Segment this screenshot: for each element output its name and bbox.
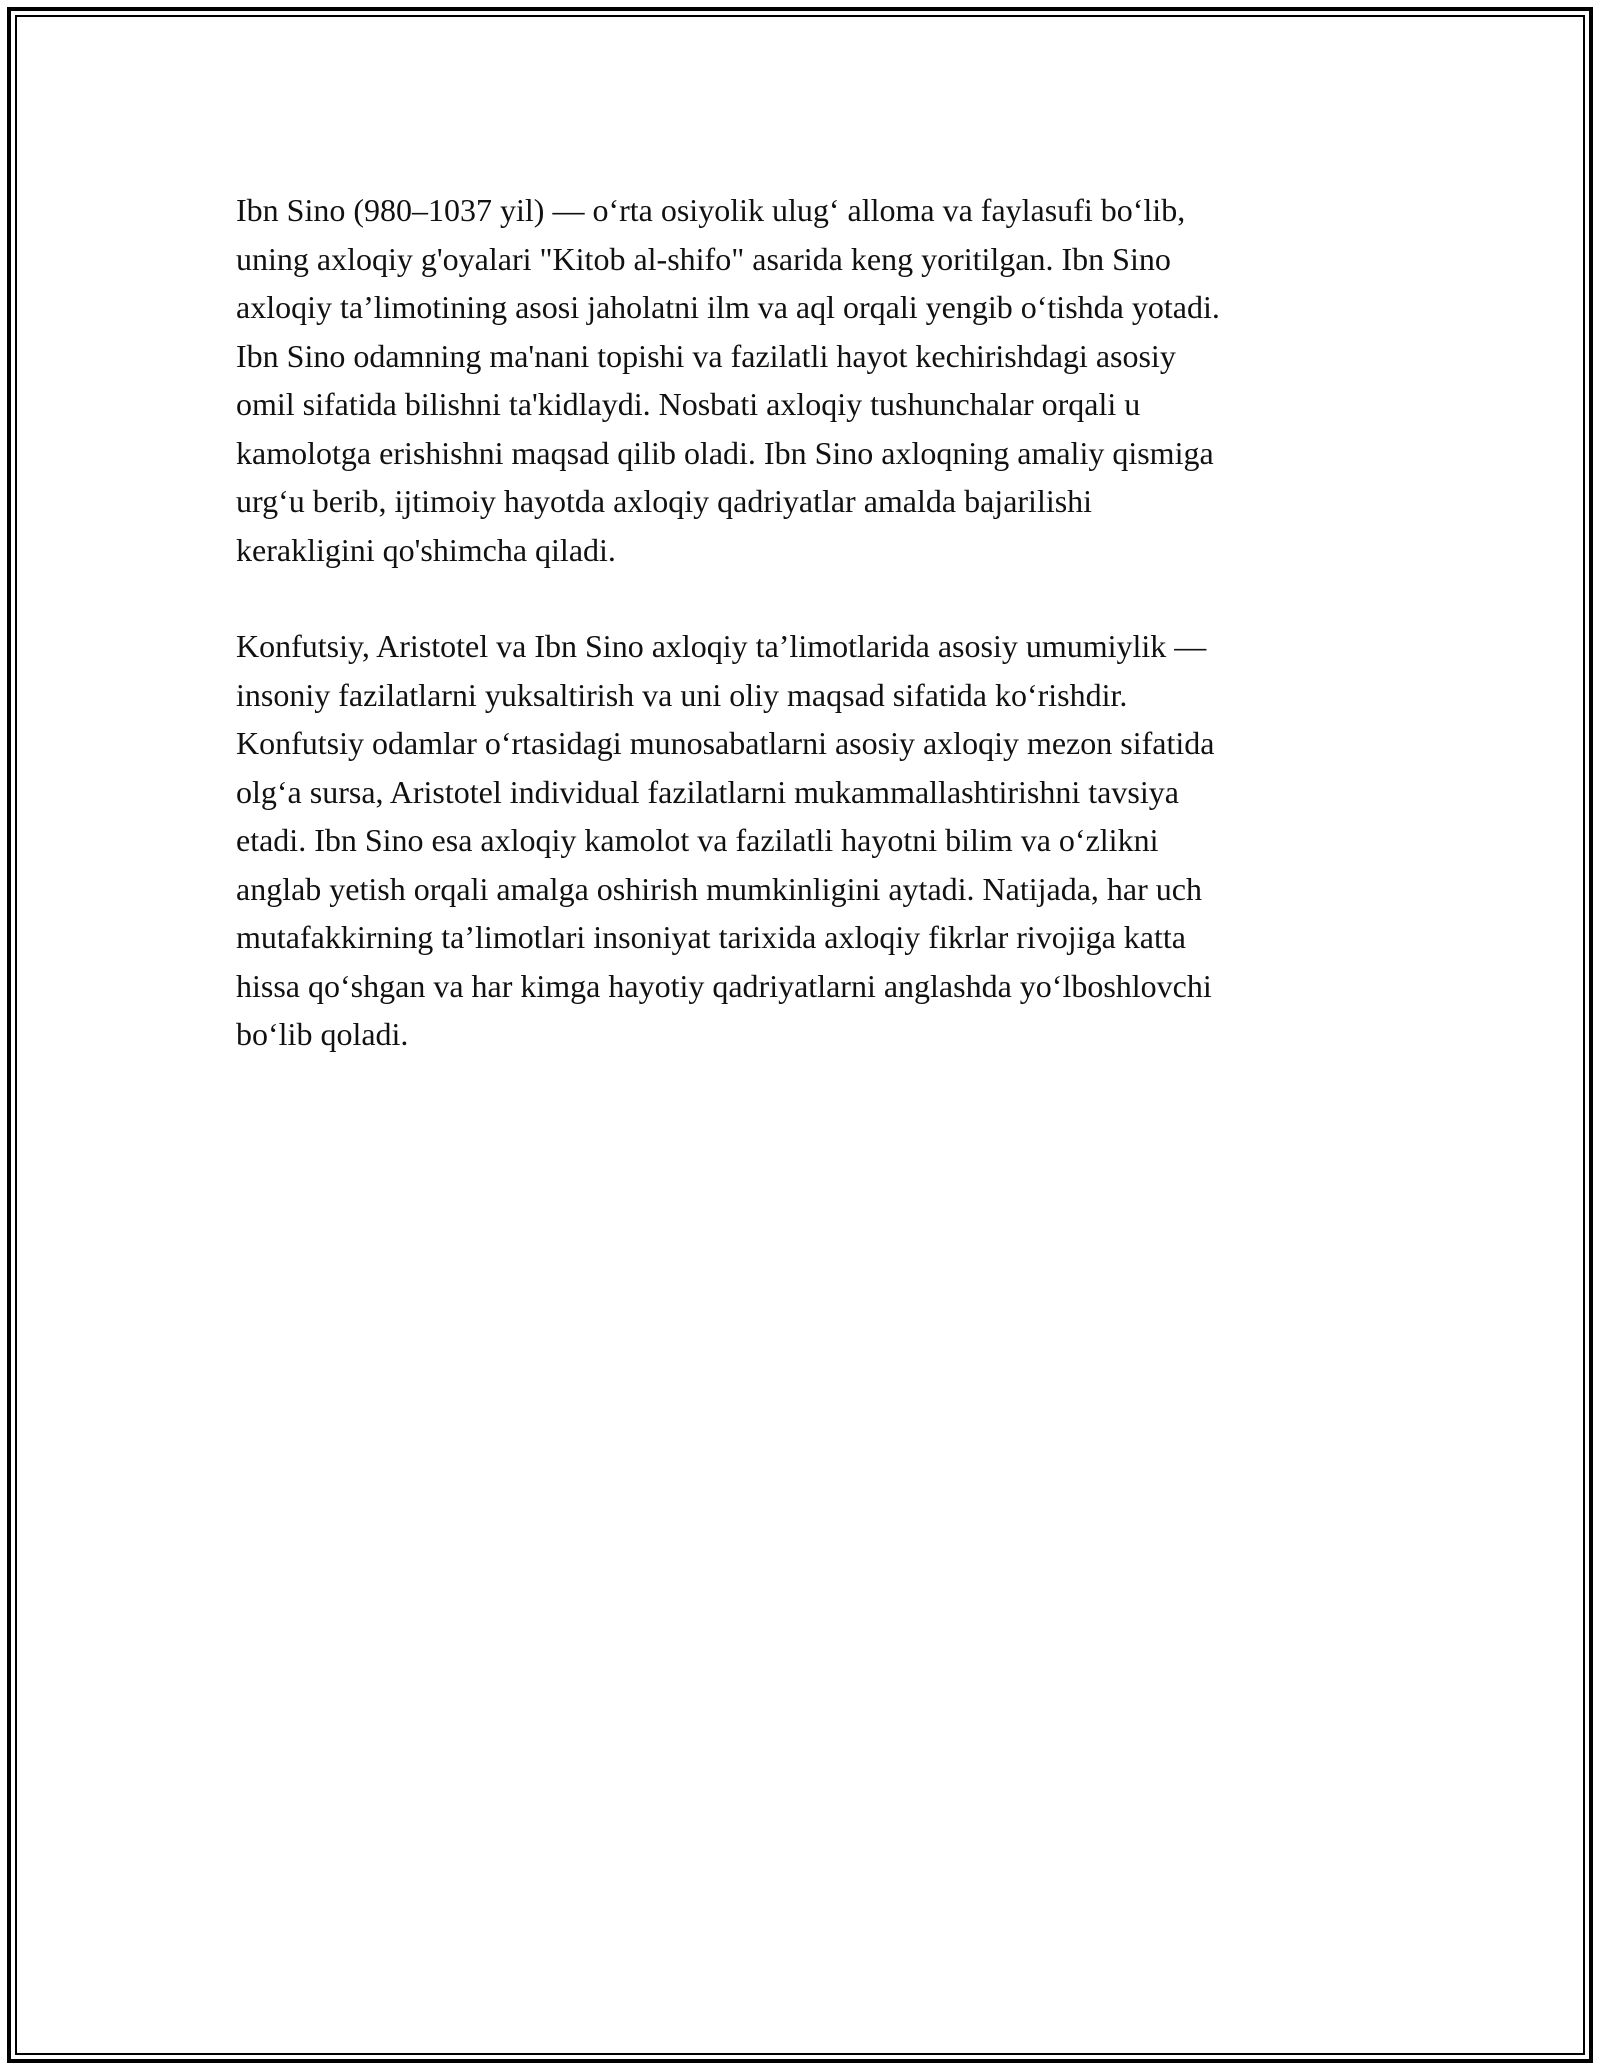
text-line: kerakligini qo'shimcha qiladi. [236, 531, 616, 568]
paragraph-ibn-sino [236, 186, 1376, 574]
text-line: insoniy fazilatlarni yuksaltirish va uni oliy maqsad sifatida ko‘rishdir. [236, 676, 1128, 713]
text-line: Ibn Sino odamning ma'nani topishi va fazilatli hayot kechirishdagi asosiy [236, 337, 1176, 374]
text-line: Ibn Sino (980–1037 yil) — o‘rta osiyolik ulug‘ alloma va faylasufi bo‘lib, [236, 192, 1186, 228]
text-line: Konfutsiy, Aristotel va Ibn Sino axloqiy ta’limotlarida asosiy umumiylik — [236, 628, 1207, 664]
text-line: anglab yetish orqali amalga oshirish mumkinligini aytadi. Natijada, har uch [236, 870, 1202, 907]
text-line: omil sifatida bilishni ta'kidlaydi. Nosbati axloqiy tushunchalar orqali u [236, 386, 1141, 422]
text-line: kamolotga erishishni maqsad qilib oladi. Ibn Sino axloqning amaliy qismiga [236, 434, 1214, 471]
text-line: etadi. Ibn Sino esa axloqiy kamolot va fazilatli hayotni bilim va o‘zlikni [236, 822, 1159, 858]
text-line: olg‘a sursa, Aristotel individual fazilatlarni mukammallashtirishni tavsiya [236, 773, 1179, 810]
text-line: bo‘lib qoladi. [236, 1016, 409, 1052]
text-line: hissa qo‘shgan va har kimga hayotiy qadriyatlarni anglashda yo‘lboshlovchi [236, 967, 1212, 1004]
text-line: Konfutsiy odamlar o‘rtasidagi munosabatlarni asosiy axloqiy mezon sifatida [236, 725, 1215, 761]
text-line: urg‘u berib, ijtimoiy hayotda axloqiy qadriyatlar amalda bajarilishi [236, 483, 1093, 519]
text-line: mutafakkirning ta’limotlari insoniyat tarixida axloqiy fikrlar rivojiga katta [236, 919, 1186, 955]
paragraph-comparison [236, 622, 1376, 1059]
text-line: axloqiy ta’limotining asosi jaholatni ilm va aql orqali yengib o‘tishda yotadi. [236, 289, 1220, 325]
text-line: uning axloqiy g'oyalari "Kitob al-shifo" asarida keng yoritilgan. Ibn Sino [236, 240, 1171, 277]
document-body [236, 186, 1376, 1059]
